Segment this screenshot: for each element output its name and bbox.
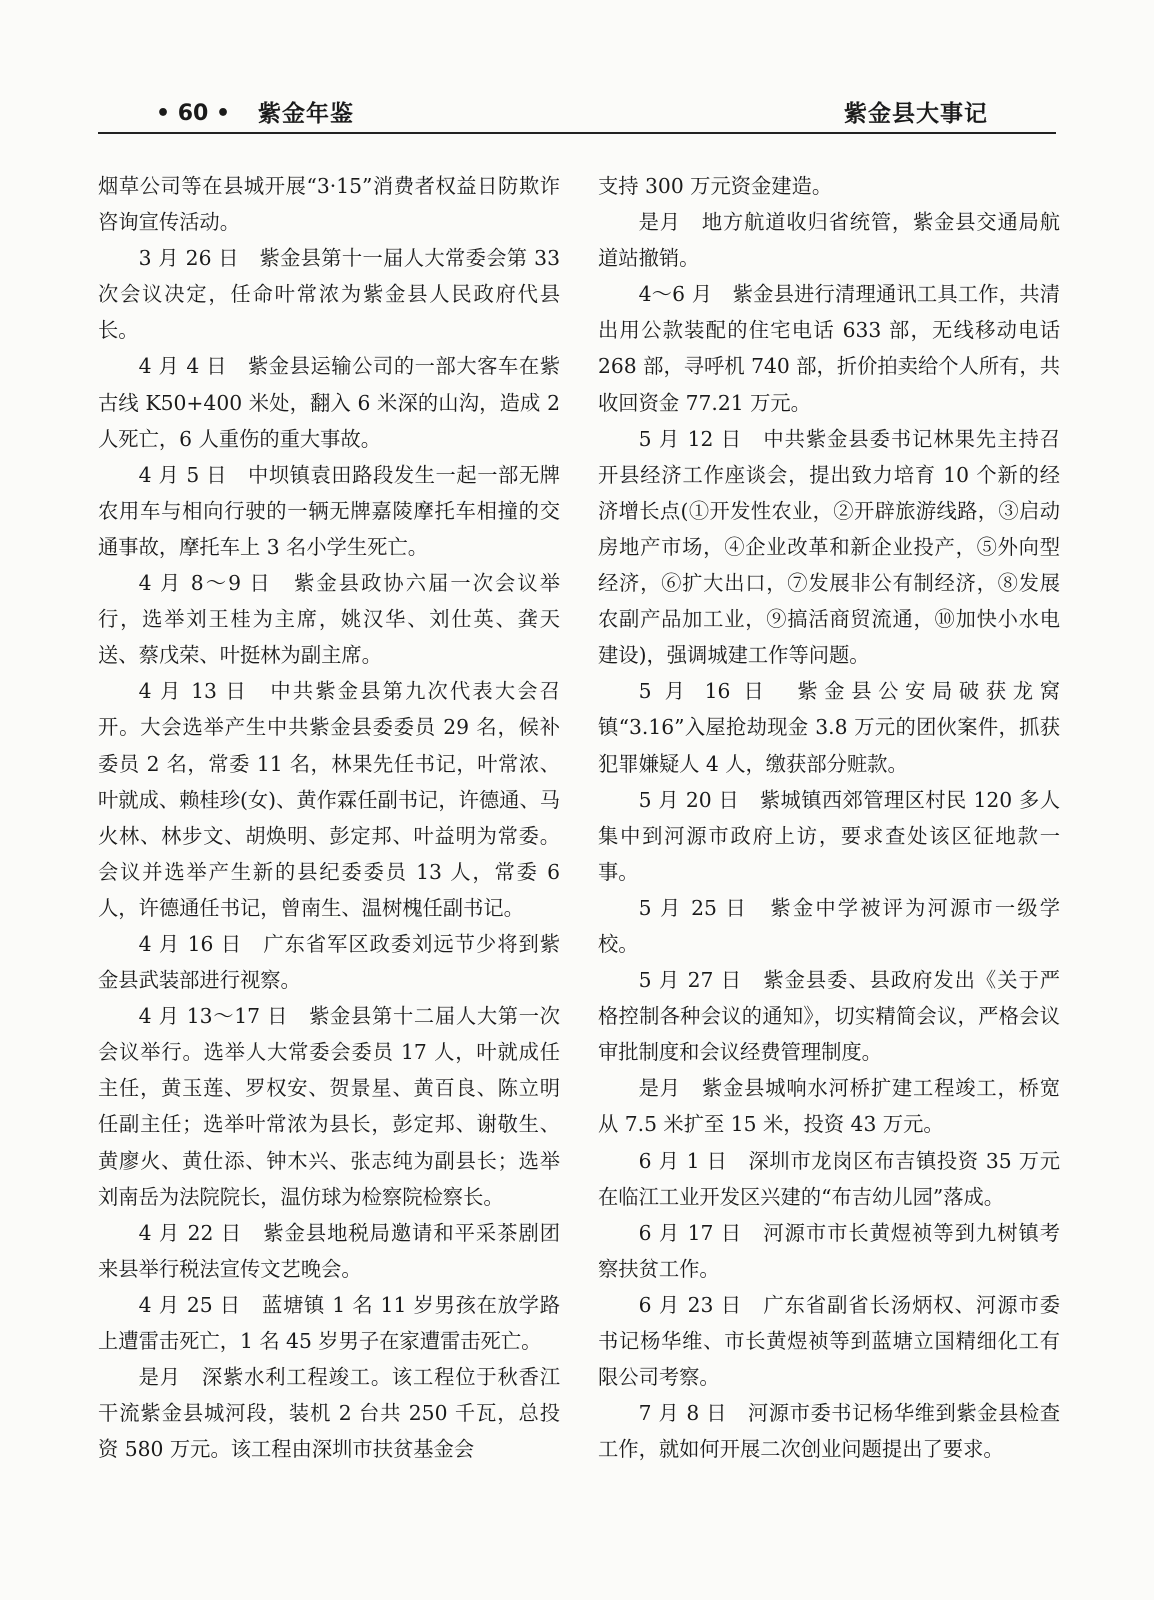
paragraph: 5 月 12 日 中共紫金县委书记林果先主持召开县经济工作座谈会，提出致力培育 10 个新的经济增长点(①开发性农业，②开辟旅游线路，③启动房地产市场，④企业改革和新企业投产，⑤外向型经济，⑥扩大出口，⑦发展非公有制经济，⑧发展农副产品加工业，⑨搞活商贸流通，⑩加快小水电建设)，强调城建工作等问题。 bbox=[598, 426, 1060, 668]
paragraph: 4 月 13～17 日 紫金县第十二届人大第一次会议举行。选举人大常委会委员 17 人，叶就成任主任，黄玉莲、罗权安、贺景星、黄百良、陈立明任副主任；选举叶常浓为县长，彭定邦、谢敬生、黄廖火、黄仕添、钟木兴、张志纯为副县长；选举刘南岳为法院院长，温仿球为检察院检察长。 bbox=[98, 1004, 560, 1209]
paragraph: 4 月 13 日 中共紫金县第九次代表大会召开。大会选举产生中共紫金县委委员 29 名，候补委员 2 名，常委 11 名，林果先任书记，叶常浓、叶就成、赖桂珍(女)、黄作霖任副书记，许德通、马火林、林步文、胡焕明、彭定邦、叶益明为常委。会议并选举产生新的县纪委委员 13 人，常委 6 人，许德通任书记，曾南生、温树槐任副书记。 bbox=[98, 679, 561, 920]
paragraph: 7 月 8 日 河源市委书记杨华维到紫金县检查工作，就如何开展二次创业问题提出了要求。 bbox=[598, 1401, 1060, 1462]
paragraph: 6 月 17 日 河源市市长黄煜祯等到九树镇考察扶贫工作。 bbox=[598, 1220, 1060, 1281]
paragraph: 5 月 16 日 紫金县公安局破获龙窝镇“3.16”入屋抢劫现金 3.8 万元的团伙案件，抓获犯罪嫌疑人 4 人，缴获部分赃款。 bbox=[598, 679, 1060, 776]
paragraph: 是月 地方航道收归省统管，紫金县交通局航道站撤销。 bbox=[598, 210, 1060, 271]
paragraph: 4 月 4 日 紫金县运输公司的一部大客车在紫古线 K50+400 米处，翻入 6 米深的山沟，造成 2 人死亡，6 人重伤的重大事故。 bbox=[98, 354, 560, 451]
paragraph: 4 月 8～9 日 紫金县政协六届一次会议举行，选举刘王桂为主席，姚汉华、刘仕英、龚天送、蔡戊荣、叶挺林为副主席。 bbox=[98, 571, 560, 668]
paragraph: 6 月 1 日 深圳市龙岗区布吉镇投资 35 万元在临江工业开发区兴建的“布吉幼儿园”落成。 bbox=[598, 1148, 1060, 1209]
paragraph: 烟草公司等在县城开展“3·15”消费者权益日防欺诈咨询宣传活动。 bbox=[98, 174, 560, 235]
paragraph: 3 月 26 日 紫金县第十一届人大常委会第 33 次会议决定，任命叶常浓为紫金县人民政府代县长。 bbox=[98, 246, 560, 343]
paragraph: 是月 深紫水利工程竣工。该工程位于秋香江干流紫金县城河段，装机 2 台共 250 千瓦，总投资 580 万元。该工程由深圳市扶贫基金会 bbox=[98, 1365, 560, 1462]
paragraph: 6 月 23 日 广东省副省长汤炳权、河源市委书记杨华维、市长黄煜祯等到蓝塘立国精细化工有限公司考察。 bbox=[598, 1292, 1060, 1390]
paragraph: 4 月 16 日 广东省军区政委刘远节少将到紫金县武装部进行视察。 bbox=[98, 931, 560, 993]
left-column bbox=[98, 168, 560, 1467]
page-number: • 60 • bbox=[156, 101, 231, 126]
right-column bbox=[598, 168, 1060, 1467]
book-title: 紫金年鉴 bbox=[258, 101, 354, 127]
paragraph: 支持 300 万元资金建造。 bbox=[598, 174, 833, 198]
page-header bbox=[98, 98, 1056, 134]
paragraph: 4～6 月 紫金县进行清理通讯工具工作，共清出用公款装配的住宅电话 633 部，无线移动电话 268 部，寻呼机 740 部，折价拍卖给个人所有，共收回资金 77.21 万元。 bbox=[598, 282, 1060, 415]
section-title: 紫金县大事记 bbox=[844, 101, 988, 127]
paragraph: 5 月 20 日 紫城镇西郊管理区村民 120 多人集中到河源市政府上访，要求查处该区征地款一事。 bbox=[598, 787, 1060, 884]
paragraph: 4 月 25 日 蓝塘镇 1 名 11 岁男孩在放学路上遭雷击死亡，1 名 45 岁男子在家遭雷击死亡。 bbox=[98, 1292, 560, 1353]
paragraph: 4 月 5 日 中坝镇袁田路段发生一起一部无牌农用车与相向行驶的一辆无牌嘉陵摩托车相撞的交通事故，摩托车上 3 名小学生死亡。 bbox=[98, 462, 560, 559]
paragraph: 5 月 25 日 紫金中学被评为河源市一级学校。 bbox=[598, 895, 1060, 956]
paragraph: 4 月 22 日 紫金县地税局邀请和平采茶剧团来县举行税法宣传文艺晚会。 bbox=[98, 1220, 560, 1281]
paragraph: 是月 紫金县城响水河桥扩建工程竣工，桥宽从 7.5 米扩至 15 米，投资 43 万元。 bbox=[598, 1076, 1060, 1137]
paragraph: 5 月 27 日 紫金县委、县政府发出《关于严格控制各种会议的通知》，切实精简会议，严格会议审批制度和会议经费管理制度。 bbox=[598, 968, 1060, 1065]
